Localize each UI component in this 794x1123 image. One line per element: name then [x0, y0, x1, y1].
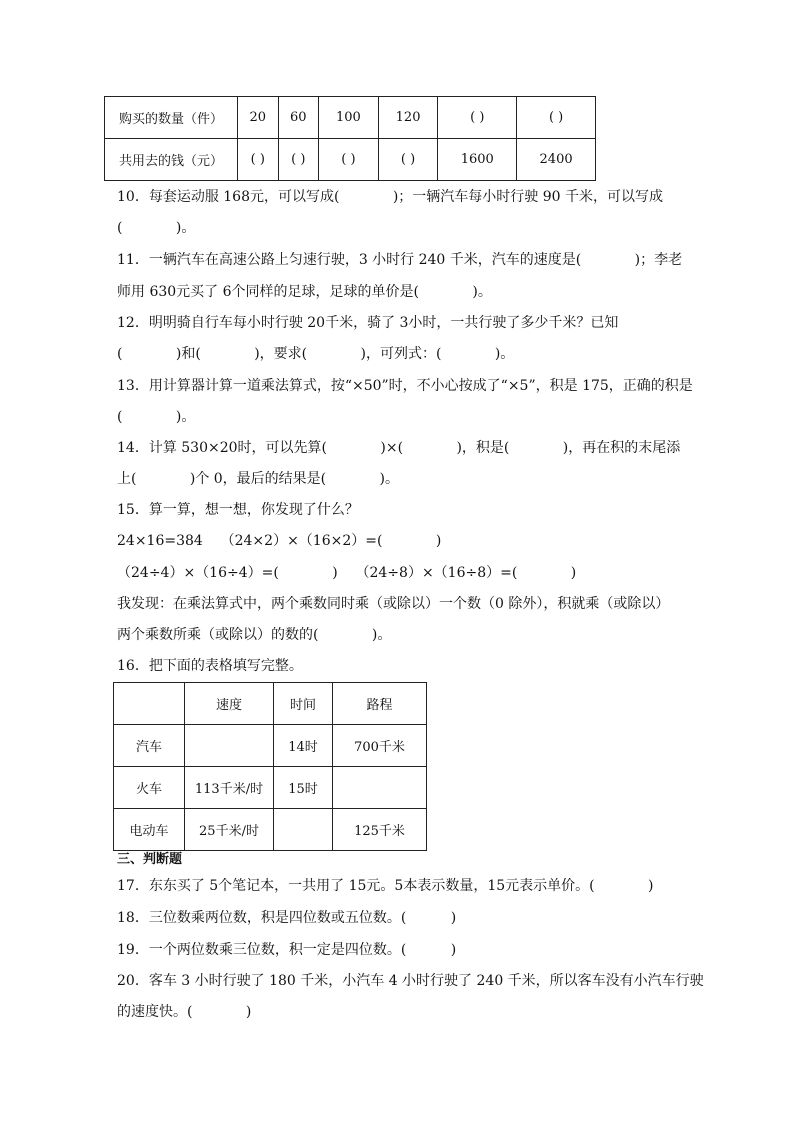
question-13-line-1: 13．用计算器计算一道乘法算式，按“×50”时，不小心按成了“×5”，积是 175，正确的积是 [117, 378, 693, 394]
table-cell: 25千米/时 [185, 809, 274, 851]
question-10-line-1: 10．每套运动服 168元，可以写成( )；一辆汽车每小时行驶 90 千米，可以写成 [117, 189, 664, 205]
table-cell: 120 [378, 97, 438, 139]
table-row [114, 767, 427, 809]
question-15-line-4: 我发现：在乘法算式中，两个乘数同时乘（或除以）一个数（0 除外），积就乘（或除以） [117, 596, 670, 612]
question-15-line-5: 两个乘数所乘（或除以）的数的( )。 [117, 627, 392, 643]
header-cell: 速度 [185, 683, 274, 725]
question-19: 19．一个两位数乘三位数，积一定是四位数。( ) [117, 942, 457, 958]
table-cell: 电动车 [114, 809, 185, 851]
table-row [114, 725, 427, 767]
answer-blank[interactable]: ( ) [319, 139, 379, 181]
header-cell: 时间 [274, 683, 333, 725]
answer-blank[interactable]: ( ) [238, 139, 279, 181]
table-cell: 113千米/时 [185, 767, 274, 809]
answer-blank[interactable]: ( ) [278, 139, 319, 181]
answer-blank[interactable]: ( ) [378, 139, 438, 181]
table-cell: 火车 [114, 767, 185, 809]
answer-blank[interactable] [333, 767, 427, 809]
header-cell [114, 683, 185, 725]
question-20-line-2: 的速度快。( ) [117, 1004, 252, 1020]
question-11-line-1: 11．一辆汽车在高速公路上匀速行驶，3 小时行 240 千米，汽车的速度是( )；李老 [117, 252, 683, 268]
question-12-line-2: ( )和( )，要求( )，可列式：( )。 [117, 346, 515, 362]
answer-blank[interactable]: ( ) [517, 97, 596, 139]
table-header-row [114, 683, 427, 725]
question-15-line-2: 24×16=384 （24×2）×（16×2）=( ) [117, 533, 442, 549]
question-18: 18．三位数乘两位数，积是四位数或五位数。( ) [117, 910, 457, 926]
table-cell: 700千米 [333, 725, 427, 767]
question-11-line-2: 师用 630元买了 6个同样的足球，足球的单价是( )。 [117, 284, 492, 300]
table-cell: 125千米 [333, 809, 427, 851]
row-label: 购买的数量（件） [105, 97, 238, 139]
question-10-line-2: ( )。 [117, 220, 196, 236]
question-13-line-2: ( )。 [117, 409, 196, 425]
answer-blank[interactable] [274, 809, 333, 851]
speed-time-distance-table [113, 682, 427, 851]
question-14-line-1: 14．计算 530×20时，可以先算( )×( )，积是( )，再在积的末尾添 [117, 440, 681, 456]
question-14-line-2: 上( )个 0，最后的结果是( )。 [117, 471, 400, 487]
section-heading: 三、判断题 [117, 852, 183, 867]
table-cell: 60 [278, 97, 319, 139]
answer-blank[interactable]: ( ) [438, 97, 517, 139]
table-cell: 14时 [274, 725, 333, 767]
table-cell: 汽车 [114, 725, 185, 767]
answer-blank[interactable] [185, 725, 274, 767]
table-cell: 2400 [517, 139, 596, 181]
question-12-line-1: 12．明明骑自行车每小时行驶 20千米，骑了 3小时，一共行驶了多少千米？已知 [117, 315, 619, 331]
table-cell: 1600 [438, 139, 517, 181]
table-cell: 100 [319, 97, 379, 139]
table-cell: 20 [238, 97, 279, 139]
table-row [114, 809, 427, 851]
question-16-line-1: 16．把下面的表格填写完整。 [117, 658, 303, 674]
table-row [105, 97, 596, 139]
question-15-line-3: （24÷4）×（16÷4）=( ) （24÷8）×（16÷8）=( ) [117, 565, 577, 581]
row-label: 共用去的钱（元） [105, 139, 238, 181]
header-cell: 路程 [333, 683, 427, 725]
question-17: 17．东东买了 5个笔记本，一共用了 15元。5本表示数量，15元表示单价。( ) [117, 878, 654, 894]
quantity-price-table [104, 96, 596, 181]
question-20-line-1: 20．客车 3 小时行驶了 180 千米，小汽车 4 小时行驶了 240 千米，所以客车没有小汽车行驶 [117, 973, 704, 989]
question-15-line-1: 15．算一算，想一想，你发现了什么？ [117, 502, 359, 518]
table-row [105, 139, 596, 181]
table-cell: 15时 [274, 767, 333, 809]
